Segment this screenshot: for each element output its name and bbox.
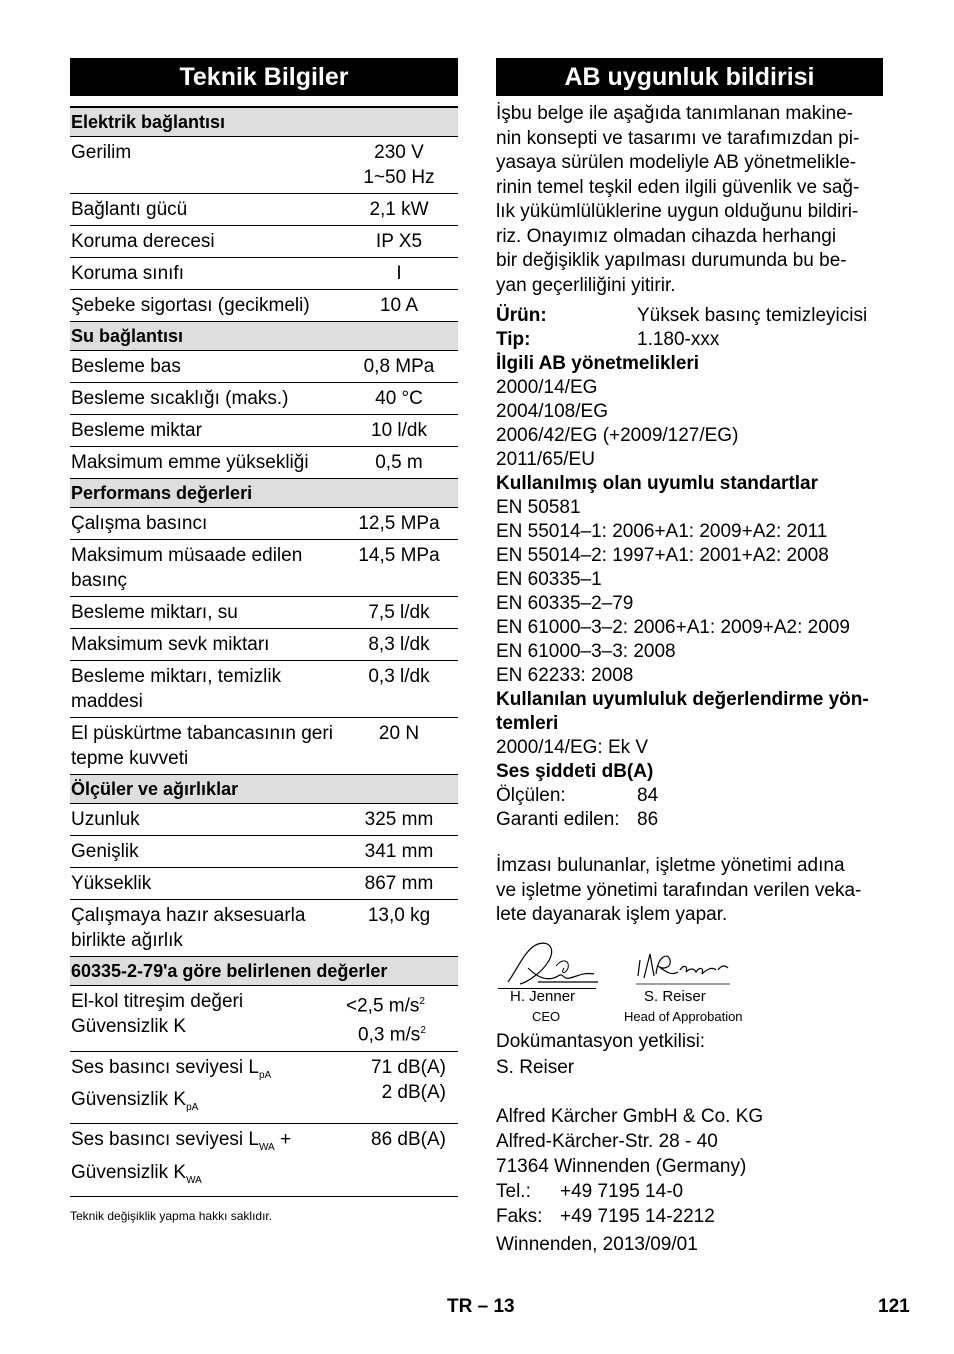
spec-label: Bağlantı gücü: [70, 194, 340, 226]
subscript: pA: [186, 1102, 199, 1114]
type-value: 1.180-xxx: [637, 329, 720, 350]
spec-label: Yükseklik: [70, 868, 340, 900]
group-header-row: [70, 479, 458, 508]
spec-value-line: 1~50 Hz: [363, 167, 435, 188]
company-line: 71364 Winnenden (Germany): [496, 1155, 747, 1177]
spec-value: [340, 447, 458, 479]
spec-label: Besleme bas: [70, 351, 340, 383]
doc-authority-label: Dokümantasyon yetkilisi:: [496, 1030, 706, 1052]
procedure-title: [496, 688, 896, 736]
intro-line: yasaya sürülen modeliyle AB yönetmelikle-: [496, 152, 857, 173]
spec-value: [340, 718, 458, 775]
standard-item: EN 50581: [496, 497, 581, 518]
intro-line: riz. Onayımız olmadan cihazda herhangi: [496, 225, 837, 247]
tel-value: +49 7195 14-0: [560, 1180, 684, 1202]
spec-value-line: 14,5 MPa: [358, 545, 440, 566]
product-label: Ürün:: [496, 305, 547, 326]
guaranteed-label: Garanti edilen:: [496, 809, 620, 830]
spec-label-text: Ses basıncı seviyesi L: [71, 1056, 259, 1078]
spec-label: El püskürtme tabancasının geri tepme kuvveti: [70, 718, 340, 775]
spec-value: [340, 383, 458, 415]
spec-row: [70, 868, 458, 900]
technical-data-column: [70, 58, 458, 1223]
subscript: WA: [258, 1142, 275, 1154]
standard-item: EN 61000–3–3: 2008: [496, 641, 676, 662]
spec-row: [70, 137, 458, 194]
language-page-label: TR – 13: [447, 1296, 515, 1317]
spec-label: Maksimum emme yüksekliği: [70, 447, 340, 479]
doc-authority-name: S. Reiser: [496, 1056, 575, 1078]
spec-value-line: 71 dB(A): [371, 1056, 446, 1078]
standard-item: EN 60335–1: [496, 569, 602, 590]
declaration-intro: [496, 102, 896, 298]
spec-row: [70, 226, 458, 258]
spec-label: Gerilim: [70, 137, 340, 194]
spec-value: [340, 597, 458, 629]
directive-item: 2004/108/EG: [496, 401, 608, 422]
spec-label: [70, 1051, 340, 1124]
spec-row: [70, 540, 458, 597]
superscript: 2: [419, 996, 425, 1007]
spec-value-line: 867 mm: [364, 873, 434, 894]
spec-row: [70, 415, 458, 447]
spec-value-line: 0,3 l/dk: [368, 666, 430, 687]
spec-row: [70, 718, 458, 775]
spec-value-text: 0,3 m/s: [358, 1024, 421, 1046]
spec-row: [70, 290, 458, 322]
spec-value: [340, 629, 458, 661]
spec-label-line: [71, 1160, 340, 1193]
spec-label: Besleme miktarı, su: [70, 597, 340, 629]
spec-row: [70, 508, 458, 540]
spec-label: Koruma sınıfı: [70, 258, 340, 290]
spec-value-line: IP X5: [375, 231, 423, 252]
measured-row: [496, 784, 896, 808]
spec-row: [70, 194, 458, 226]
guaranteed-row: [496, 808, 896, 832]
standard-item: EN 61000–3–2: 2006+A1: 2009+A2: 2009: [496, 617, 850, 638]
sound-power-row: [70, 1124, 458, 1197]
spec-value: [340, 351, 458, 383]
spec-label: [70, 1124, 340, 1197]
procedure-value: 2000/14/EG: Ek V: [496, 737, 649, 758]
intro-line: yan geçerliliğini yitirir.: [496, 274, 676, 296]
spec-label: Maksimum sevk miktarı: [70, 629, 340, 661]
spec-row: [70, 383, 458, 415]
spec-value-line: 10 A: [379, 295, 419, 316]
spec-row: [70, 447, 458, 479]
signatories-line: ve işletme yönetimi tarafından verilen veka-: [496, 879, 862, 901]
signatories-text: [496, 854, 896, 928]
signatory-1-name: H. Jenner: [510, 987, 576, 1005]
tel-row: [496, 1179, 896, 1204]
spec-value: [340, 137, 458, 194]
standard-item: EN 62233: 2008: [496, 665, 634, 686]
spec-value-line: 2 dB(A): [381, 1081, 446, 1103]
sound-pressure-row: [70, 1051, 458, 1124]
spec-value-line: 10 l/dk: [371, 420, 427, 441]
sound-title: Ses şiddeti dB(A): [496, 761, 654, 782]
spec-value-line: 86 dB(A): [371, 1129, 446, 1151]
signatory-2-name: S. Reiser: [644, 987, 706, 1005]
standard-item: EN 55014–1: 2006+A1: 2009+A2: 2011: [496, 521, 828, 542]
spec-label-text: +: [274, 1129, 292, 1151]
fax-label: Faks:: [496, 1205, 543, 1227]
measured-value: 84: [637, 785, 659, 806]
superscript: 2: [420, 1025, 426, 1037]
spec-value-line: 0,5 m: [375, 452, 423, 473]
spec-row: [70, 258, 458, 290]
spec-value-line: 12,5 MPa: [358, 513, 440, 534]
spec-value: [340, 836, 458, 868]
spec-label: Besleme miktar: [70, 415, 340, 447]
standard-item: EN 55014–2: 1997+A1: 2001+A2: 2008: [496, 545, 829, 566]
group-header: 60335-2-79'a göre belirlenen değerler: [70, 957, 458, 986]
intro-line: nin konsepti ve tasarımı ve tarafımızdan pi-: [496, 127, 860, 149]
company-address: [496, 1104, 896, 1179]
spec-table: [70, 106, 458, 1197]
signatories-line: lete dayanarak işlem yapar.: [496, 904, 728, 925]
group-header: Performans değerleri: [70, 479, 458, 508]
company-line: Alfred Kärcher GmbH & Co. KG: [496, 1105, 764, 1127]
intro-line: lık yükümlülüklerine uygun olduğunu bildiri-: [496, 201, 859, 222]
vibration-group: [70, 957, 458, 1197]
spec-row: [70, 351, 458, 383]
spec-value: [340, 540, 458, 597]
spec-row: [70, 804, 458, 836]
spec-value-line: 8,3 l/dk: [368, 634, 430, 655]
spec-value-line: 7,5 l/dk: [368, 602, 430, 623]
spec-value: [340, 290, 458, 322]
group-header-row: [70, 107, 458, 137]
signatory-2-role: Head of Approbation: [624, 1008, 743, 1024]
spec-label: Çalışmaya hazır aksesuarla birlikte ağırlık: [70, 900, 340, 957]
spec-label: Şebeke sigortası (gecikmeli): [70, 290, 340, 322]
group-header-row: [70, 322, 458, 351]
fax-row: [496, 1204, 896, 1229]
spec-value-line: 0,8 MPa: [363, 356, 435, 377]
spec-value-line: 341 mm: [364, 841, 434, 862]
spec-value: [340, 986, 458, 1052]
spec-label-text: Güvensizlik K: [71, 1162, 187, 1184]
spec-value: [340, 804, 458, 836]
standards-list: [496, 496, 896, 688]
page-number: 121: [878, 1296, 910, 1317]
subscript: WA: [186, 1174, 202, 1186]
spec-value-line: I: [396, 263, 402, 284]
product-row: [496, 304, 896, 328]
procedure-title-line: Kullanılan uyumluluk değerlendirme yön-: [496, 689, 869, 710]
group-header-row: [70, 775, 458, 804]
spec-label-text: Ses basıncı seviyesi L: [71, 1129, 259, 1151]
spec-value-text: <2,5 m/s: [346, 995, 420, 1017]
spec-label-line: Güvensizlik K: [71, 1016, 187, 1037]
type-label: Tip:: [496, 329, 531, 350]
group-header-row: [70, 957, 458, 986]
signature-reiser: [634, 946, 734, 990]
technical-data-title: Teknik Bilgiler: [70, 58, 458, 96]
standard-item: EN 60335–2–79: [496, 593, 634, 614]
group-header: Su bağlantısı: [70, 322, 458, 351]
intro-line: İşbu belge ile aşağıda tanımlanan makine-: [496, 103, 854, 124]
spec-label: Besleme miktarı, temizlik maddesi: [70, 661, 340, 718]
directive-item: 2000/14/EG: [496, 377, 598, 398]
tel-label: Tel.:: [496, 1180, 531, 1202]
spec-row: [70, 836, 458, 868]
vibration-row: [70, 986, 458, 1052]
spec-value: [340, 868, 458, 900]
spec-value-line: 2,1 kW: [369, 199, 429, 220]
spec-row: [70, 900, 458, 957]
spec-label: Genişlik: [70, 836, 340, 868]
spec-value: [340, 1051, 458, 1124]
directives-title: İlgili AB yönetmelikleri: [496, 353, 700, 374]
directives-list: [496, 376, 896, 472]
signatories-line: İmzası bulunanlar, işletme yönetimi adına: [496, 855, 845, 876]
place-date: Winnenden, 2013/09/01: [496, 1233, 698, 1255]
spec-value: [340, 258, 458, 290]
spec-value: [340, 226, 458, 258]
spec-label: Koruma derecesi: [70, 226, 340, 258]
declaration-column: [496, 58, 896, 1257]
standards-title: Kullanılmış olan uyumlu standartlar: [496, 473, 819, 494]
spec-row: [70, 629, 458, 661]
fax-value: +49 7195 14-2212: [560, 1205, 715, 1227]
spec-row: [70, 597, 458, 629]
intro-line: bir değişiklik yapılması durumunda bu be-: [496, 250, 847, 271]
directive-item: 2011/65/EU: [496, 449, 595, 470]
signature-jenner: [498, 938, 608, 994]
spec-value-line: 20 N: [378, 723, 420, 744]
spec-value-line: [340, 1018, 458, 1047]
spec-value: [340, 900, 458, 957]
procedure-title-line: temleri: [496, 713, 559, 734]
spec-label-text: Güvensizlik K: [71, 1089, 187, 1111]
group-header: Elektrik bağlantısı: [70, 107, 458, 137]
spec-value-line: [340, 989, 458, 1018]
guaranteed-value: 86: [637, 809, 659, 830]
spec-value-line: 13,0 kg: [367, 905, 431, 926]
spec-row: [70, 661, 458, 718]
spec-label: [70, 986, 340, 1052]
type-row: [496, 328, 896, 352]
spec-label-line: [71, 1087, 340, 1120]
spec-label: Besleme sıcaklığı (maks.): [70, 383, 340, 415]
spec-label-line: [71, 1127, 340, 1160]
directive-item: 2006/42/EG (+2009/127/EG): [496, 425, 739, 446]
measured-label: Ölçülen:: [496, 785, 566, 806]
company-line: Alfred-Kärcher-Str. 28 - 40: [496, 1130, 718, 1152]
subscript: pA: [258, 1069, 272, 1081]
spec-value: [340, 1124, 458, 1197]
signatory-1-role: CEO: [532, 1008, 561, 1024]
product-value: Yüksek basınç temizleyicisi: [637, 305, 868, 326]
spec-label-line: El-kol titreşim değeri: [71, 991, 244, 1012]
spec-label-line: [71, 1055, 340, 1088]
spec-label: Uzunluk: [70, 804, 340, 836]
spec-value-line: 230 V: [374, 142, 424, 163]
spec-label: Çalışma basıncı: [70, 508, 340, 540]
technical-changes-note: Teknik değişiklik yapma hakkı saklıdır.: [70, 1208, 273, 1223]
group-header: Ölçüler ve ağırlıklar: [70, 775, 458, 804]
spec-value: [340, 661, 458, 718]
declaration-title: AB uygunluk bildirisi: [496, 58, 883, 96]
spec-value: [340, 508, 458, 540]
intro-line: rinin temel teşkil eden ilgili güvenlik ve sağ-: [496, 176, 860, 198]
spec-value-line: 325 mm: [364, 809, 434, 830]
signature-area: [496, 938, 896, 1048]
spec-value: [340, 415, 458, 447]
spec-label: Maksimum müsaade edilen basınç: [70, 540, 340, 597]
spec-value: [340, 194, 458, 226]
spec-value-line: 40 °C: [375, 388, 423, 409]
